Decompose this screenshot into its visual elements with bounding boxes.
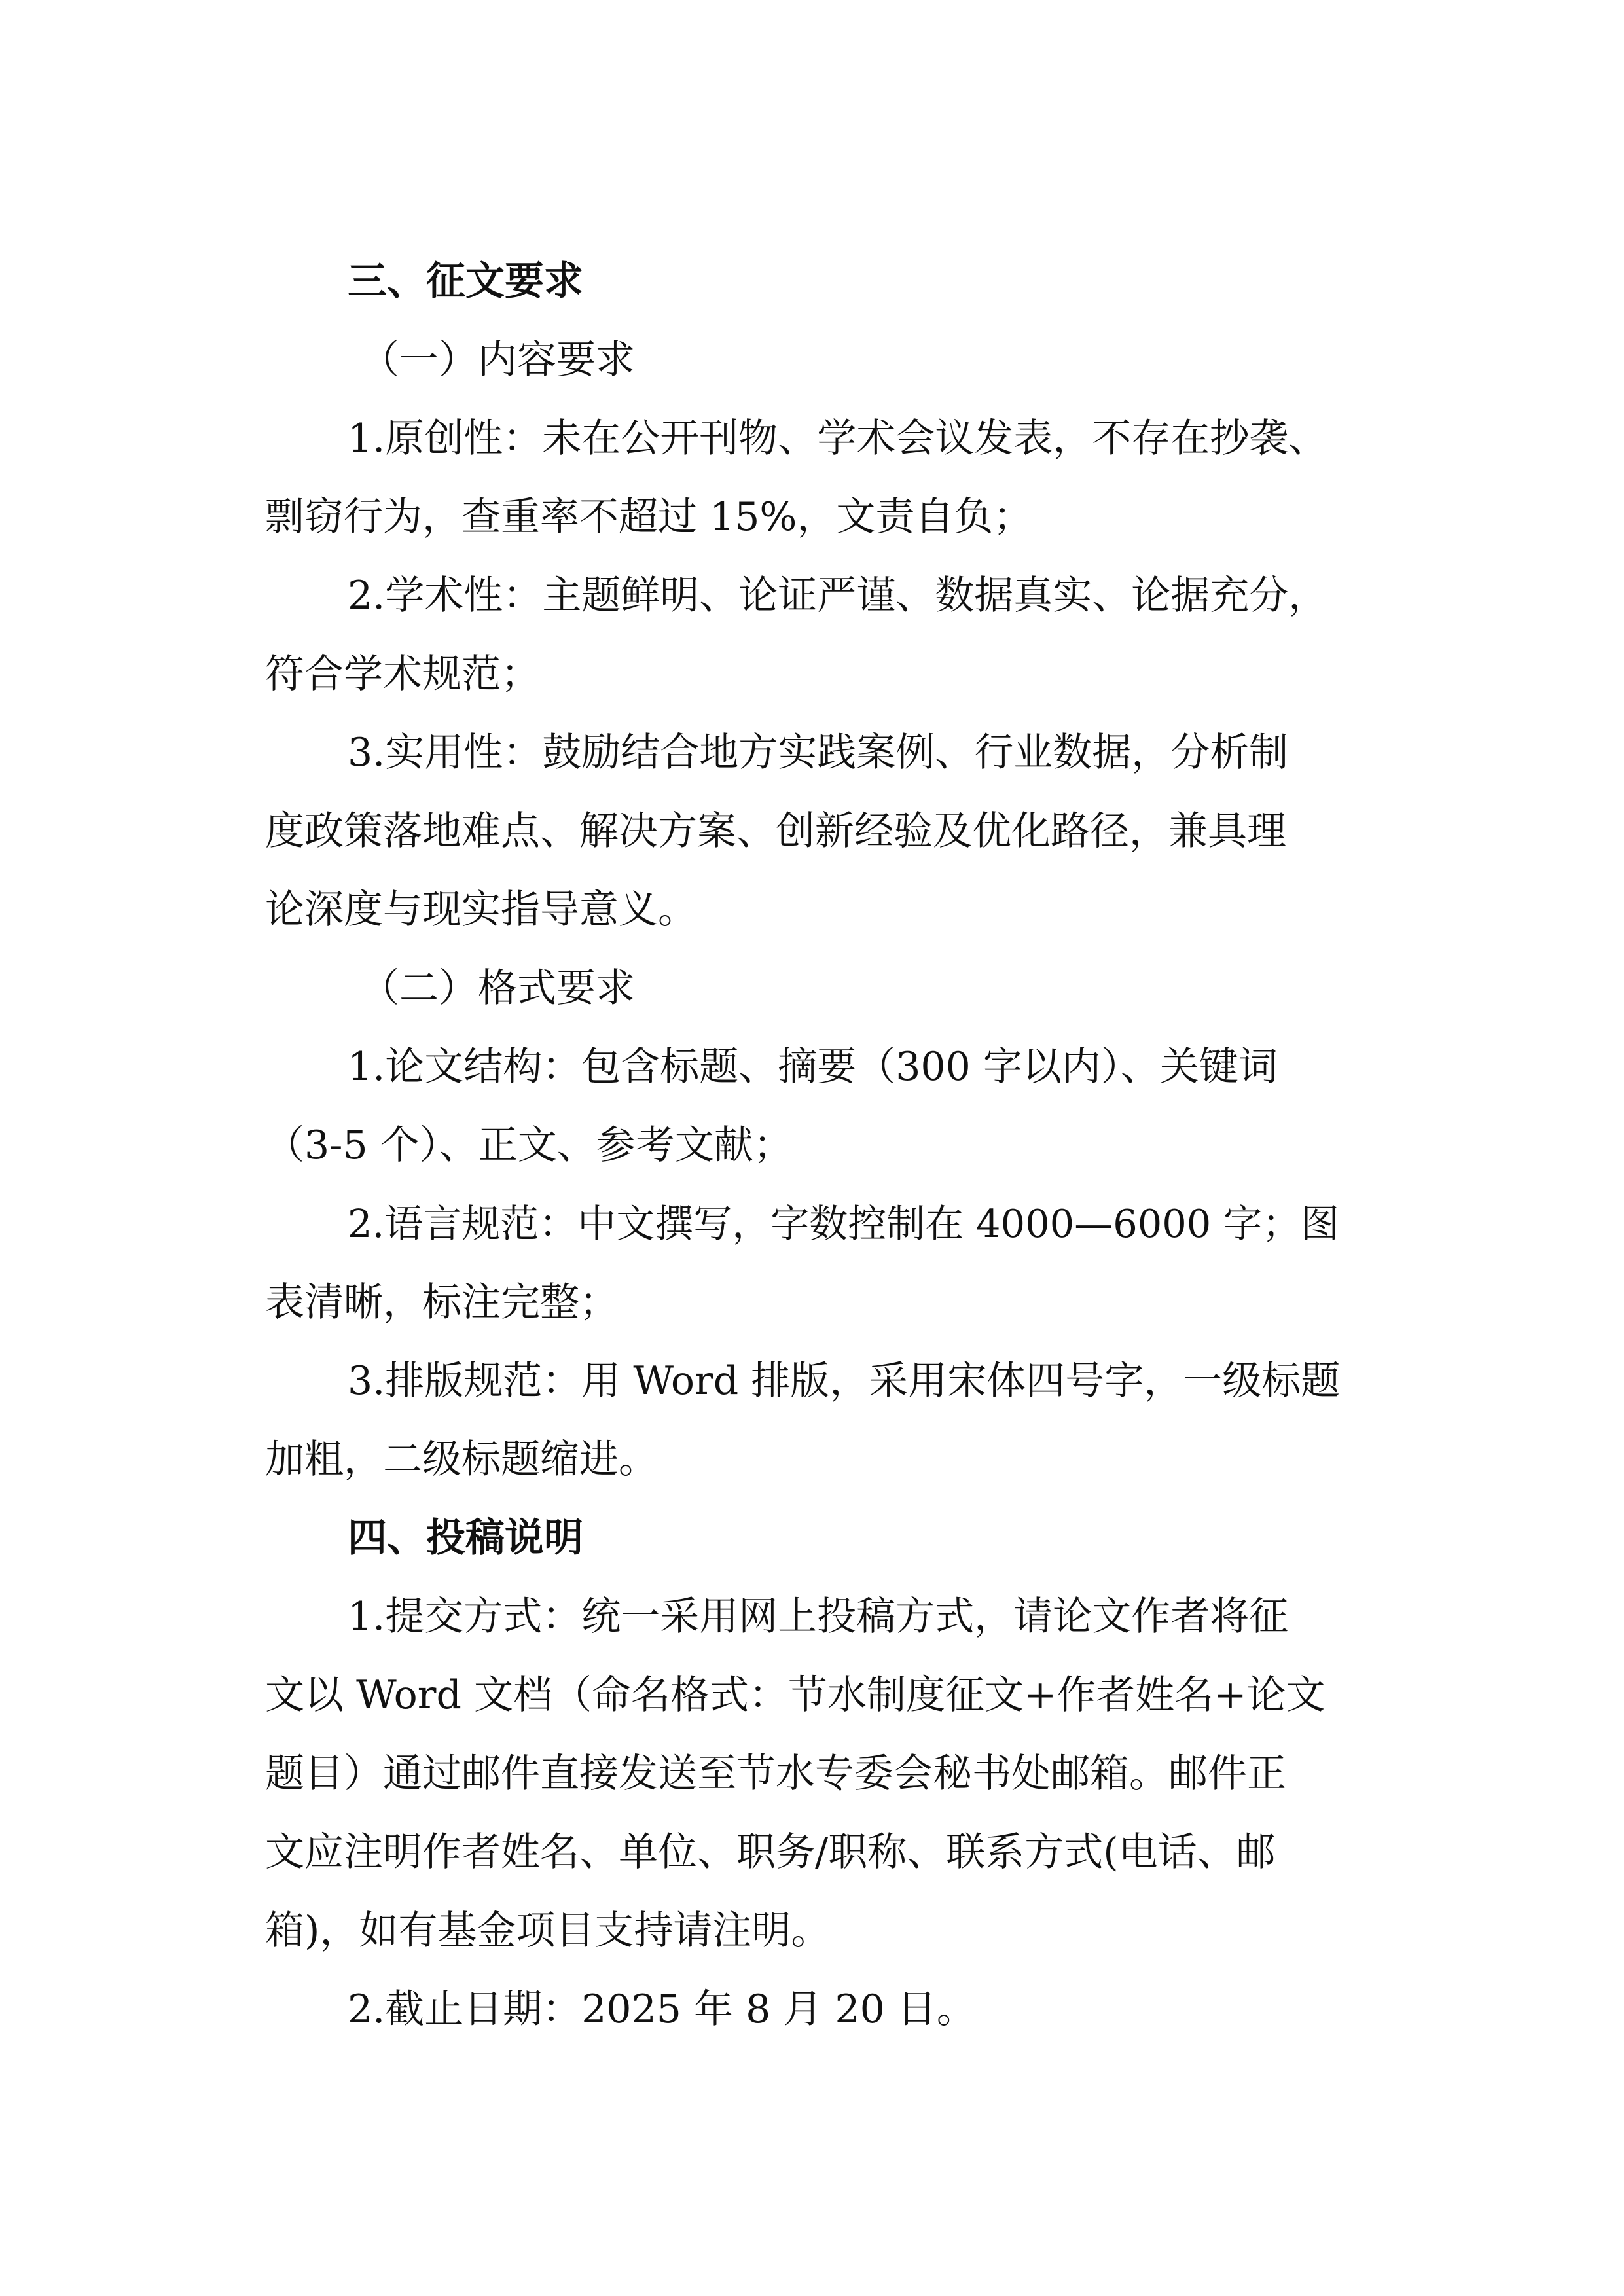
paragraph-line: 1.提交方式：统一采用网上投稿方式，请论文作者将征 [348, 1594, 1289, 1640]
paragraph-line: 符合学术规范； [265, 651, 540, 697]
paragraph-line: （3-5 个）、正文、参考文献； [265, 1122, 793, 1168]
paragraph-line: 2.截止日期：2025 年 8 月 20 日。 [348, 1986, 976, 2032]
paragraph-line: 1.原创性：未在公开刊物、学术会议发表，不存在抄袭、 [348, 416, 1328, 461]
paragraph-line: 1.论文结构：包含标题、摘要（300 字以内）、关键词 [348, 1044, 1278, 1090]
paragraph-line: 3.实用性：鼓励结合地方实践案例、行业数据，分析制 [348, 730, 1289, 776]
paragraph-line: 题目）通过邮件直接发送至节水专委会秘书处邮箱。邮件正 [265, 1751, 1286, 1797]
subsection-heading-content: （一）内容要求 [360, 337, 635, 383]
paragraph-line: 文以 Word 文档（命名格式：节水制度征文+作者姓名+论文 [265, 1672, 1326, 1718]
section-heading-3: 三、征文要求 [348, 259, 583, 304]
paragraph-line: 2.语言规范：中文撰写，字数控制在 4000—6000 字；图 [348, 1201, 1340, 1246]
paragraph-line: 箱)，如有基金项目支持请注明。 [265, 1908, 831, 1954]
paragraph-line: 剽窃行为，查重率不超过 15%，文责自负； [265, 494, 1033, 540]
paragraph-line: 3.排版规范：用 Word 排版，采用宋体四号字，一级标题 [348, 1358, 1341, 1404]
paragraph-line: 论深度与现实指导意义。 [265, 887, 697, 933]
section-heading-4: 四、投稿说明 [348, 1515, 583, 1561]
paragraph-line: 加粗，二级标题缩进。 [265, 1437, 658, 1482]
paragraph-line: 文应注明作者姓名、单位、职务/职称、联系方式(电话、邮 [265, 1829, 1276, 1875]
paragraph-line: 2.学术性：主题鲜明、论证严谨、数据真实、论据充分， [348, 573, 1328, 619]
subsection-heading-format: （二）格式要求 [360, 965, 635, 1011]
paragraph-line: 度政策落地难点、解决方案、创新经验及优化路径，兼具理 [265, 808, 1286, 854]
paragraph-line: 表清晰，标注完整； [265, 1280, 619, 1325]
